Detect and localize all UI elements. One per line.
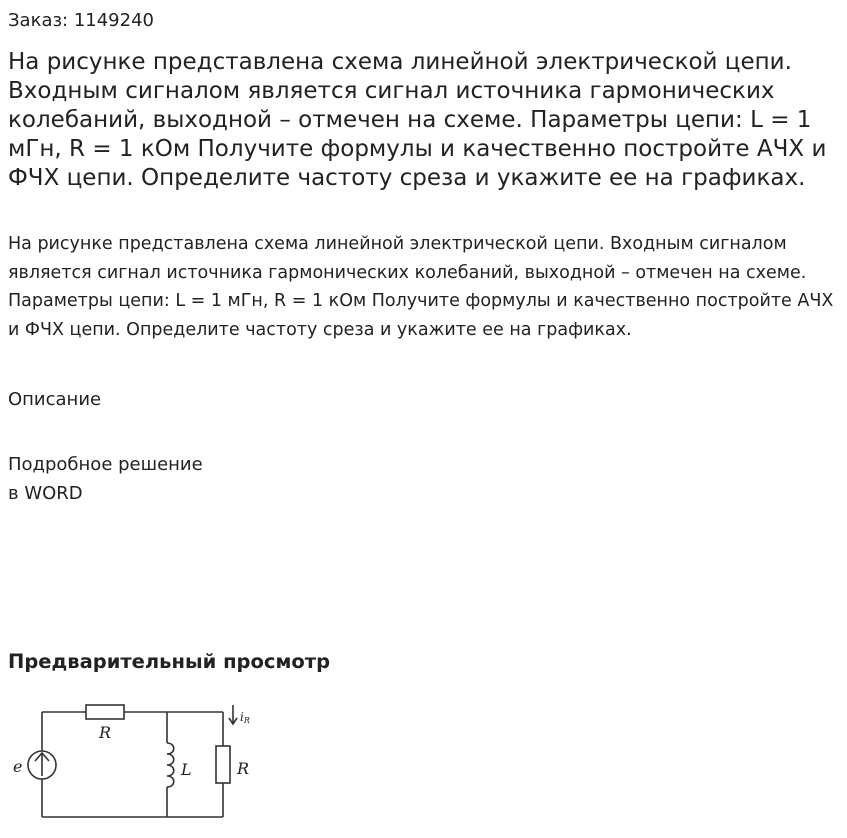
inductor-coil	[167, 743, 174, 787]
current-label: iR	[240, 710, 250, 725]
inductor-label: L	[181, 760, 192, 779]
circuit-diagram	[0, 690, 280, 838]
task-body: На рисунке представлена схема линейной электрической цепи. Входным сигналом является сигнал источника гармонических колебаний, выходной – отмечен на схеме. Параметры цепи: L = 1 мГн, R = 1 кОм Получите формулы и качественно постройте АЧХ и ФЧХ цепи. Определите частоту среза и укажите ее на графиках.	[8, 234, 834, 340]
order-number: Заказ: 1149240	[8, 10, 154, 31]
output-resistor	[216, 746, 230, 783]
solution-line-1: Подробное решение	[8, 454, 203, 475]
description-label: Описание	[8, 389, 102, 410]
preview-heading: Предварительный просмотр	[8, 650, 331, 673]
task-title: На рисунке представлена схема линейной электрической цепи. Входным сигналом является сигнал источника гармонических колебаний, выходной – отмечен на схеме. Параметры цепи: L = 1 мГн, R = 1 кОм Получите формулы и качественно постройте АЧХ и ФЧХ цепи. Определите частоту среза и укажите ее на графиках.	[8, 49, 827, 191]
series-resistor	[86, 705, 124, 719]
source-arrow	[35, 753, 49, 776]
solution-note	[8, 450, 203, 508]
solution-line-2: в WORD	[8, 483, 83, 504]
output-resistor-label: R	[237, 759, 250, 778]
current-arrow	[229, 705, 237, 724]
series-resistor-label: R	[99, 723, 112, 742]
source-label: e	[13, 757, 23, 776]
